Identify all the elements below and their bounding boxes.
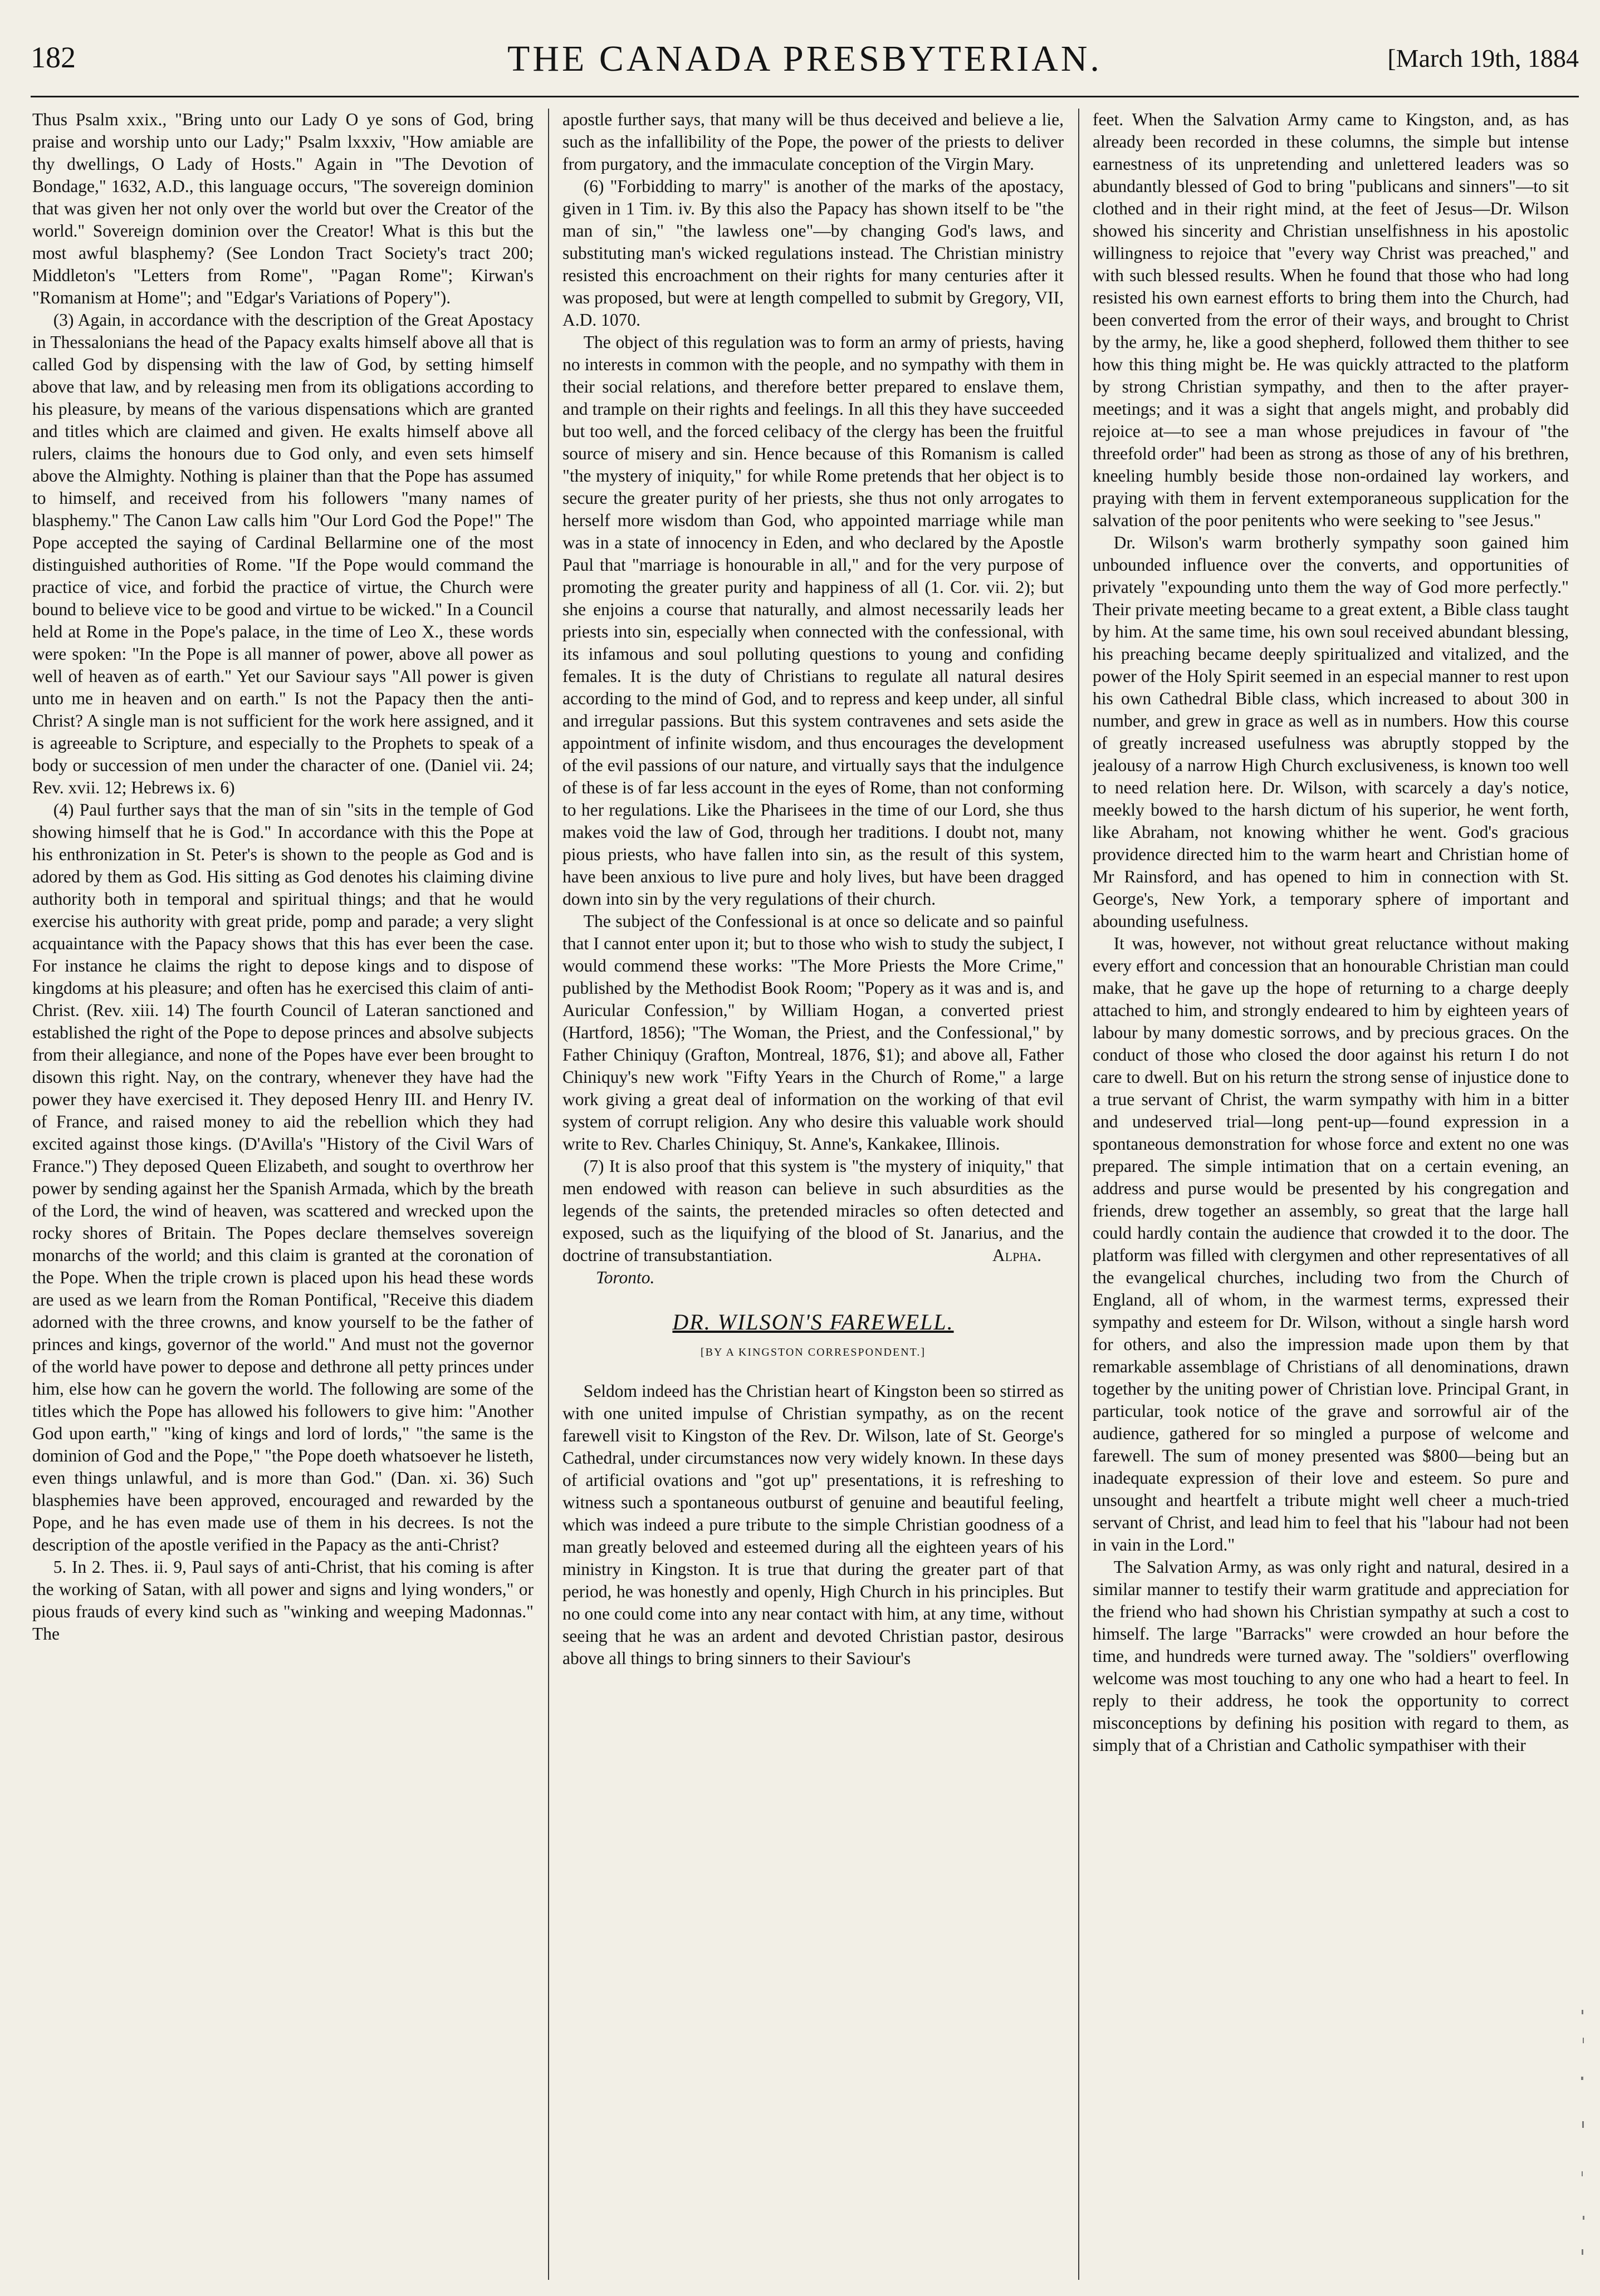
page-number: 182 — [31, 41, 76, 74]
paragraph: feet. When the Salvation Army came to Kingston, and, as has already been recorded in these columns, the simple but intense earnestness of its unpretending and unlettered leaders was so abundantly blessed of God to bring "publicans and sinners"—to sit clothed and in their right mind, at the feet of Jesus—Dr. Wilson showed his sincerity and Christian unselfishness in his apostolic willingness to rejoice that "every way Christ was preached," and with such blessed results. When he found that those who had long resisted his own earnest efforts to bring them into the Church, had been converted from the error of their ways, and brought to Christ by the army, he, like a good shepherd, followed them thither to see how this thing might be. He was quickly attracted to the platform by strong Christian sympathy, and then to the after prayer-meetings; and it was a sight that angels might, and probably did rejoice at—to see a man whose prejudices in favour of "the threefold order" had been as strong as those of any of his brethren, kneeling humbly beside those non-ordained lay workers, and praying with them in fervent extemporaneous supplication for the salvation of the poor penitents who were seeking to "see Jesus." — [1093, 110, 1569, 530]
column-rule — [548, 109, 549, 2280]
issue-date: [March 19th, 1884 — [1387, 44, 1579, 72]
newspaper-title: THE CANADA PRESBYTERIAN. — [507, 38, 1102, 79]
paragraph: It was, however, not without great reluctance without making every effort and concession that an honourable Christian man could make, that he gave up the hope of returning to a charge deeply attached to him, and strongly endeared to him by eighteen years of labour by many domestic sorrows, and by precious graces. On the conduct of those who closed the door against his return I do not care to dwell. But on his return the strong sense of injustice done to a true servant of Christ, the warm sympathy with him in a bitter and undeserved trial—long pent-up—found expression in a spontaneous demonstration for whose force and extent no one was prepared. The simple intimation that on a certain evening, an address and purse would be presented by his congregation and friends, drew together an assembly, so great that the large hall could hardly contain the audience that crowded it to the door. The platform was filled with clergymen and other representatives of all the evangelical churches, including two from the Church of England, all of whom, in the warmest terms, expressed their sympathy and esteem for Dr. Wilson, without a single harsh word for others, and also the impression made upon them by that remarkable assemblage of Christians of all denominations, drawn together by the uniting power of Christian love. Principal Grant, in particular, took notice of the grave and sorrowful air of the audience, gathered for so mingled a purpose of welcome and farewell. The sum of money presented was $800—being but an inadequate expression of their love and esteem. So pure and unsought and heartfelt a tribute might well cheer a much-tried servant of Christ, and lead him to feel that his "labour had not been in vain in the Lord." — [1093, 934, 1569, 1554]
column-2 — [562, 109, 1064, 2280]
paragraph: Dr. Wilson's warm brotherly sympathy soon gained him unbounded influence over the converts, and opportunities of privately "expounding unto them the way of God more perfectly." Their private meeting became to a great extent, a Bible class taught by him. At the same time, his own soul received abundant blessing, his preaching became deeply spiritualized and vitalized, and the power of the Holy Spirit seemed in an especial manner to rest upon his own Cathedral Bible class, which increased to about 300 in number, and grew in grace as well as in numbers. How this course of greatly increased usefulness was abruptly stopped by the jealousy of a narrow High Church exclusiveness, is known too well to need relation here. Dr. Wilson, with scarcely a day's notice, meekly bowed to the harsh dictum of his superior, he went forth, like Abraham, not knowing whither he went. God's gracious providence directed him to the warm heart and Christian home of Mr Rainsford, and has opened to him in connection with St. George's, New York, a temporary sphere of important and abounding usefulness. — [1093, 533, 1569, 931]
paragraph: (7) It is also proof that this system is "the mystery of iniquity," that men endowed with reason can believe in such absurdities as the legends of the saints, the pretended miracles so often detected and exposed, such as the liquifying of the blood of St. Janarius, and the doctrine of transubstantiation. — [562, 1156, 1064, 1265]
author-signature: Alpha. — [992, 1245, 1041, 1265]
paragraph: The Salvation Army, as was only right and natural, desired in a similar manner to testify their warm gratitude and appreciation for the friend who had shown his Christian sympathy at such a cost to himself. The large "Barracks" were crowded an hour before the time, and hundreds were turned away. The "soldiers" overflowing welcome was most touching to any one who had a heart to feel. In reply to their address, he took the opportunity to correct misconceptions by defining his position with regard to them, as simply that of a Christian and Catholic sympathiser with their — [1093, 1557, 1569, 1755]
page-header — [31, 35, 1579, 97]
column-1 — [32, 109, 534, 2280]
paragraph: The subject of the Confessional is at once so delicate and so painful that I cannot enter upon it; but to those who wish to study the subject, I would commend these works: "The More Priests the More Crime," published by the Methodist Book Room; "Popery as it was and is, and Auricular Confession," by William Hogan, a converted priest (Hartford, 1856); "The Woman, the Priest, and the Confessional," by Father Chiniquy (Grafton, Montreal, 1876, $1); and above all, Father Chiniquy's new work "Fifty Years in the Church of Rome," a large work giving a great deal of information on the working of that evil system of corrupt religion. Any who desire this valuable work should write to Rev. Charles Chiniquy, St. Anne's, Kankakee, Illinois. — [562, 911, 1064, 1154]
paragraph: Seldom indeed has the Christian heart of Kingston been so stirred as with one united impulse of Christian sympathy, as on the recent farewell visit to Kingston of the Rev. Dr. Wilson, late of St. George's Cathedral, under circumstances now very widely known. In these days of artificial ovations and "got up" presentations, it is refreshing to witness such a spontaneous outburst of genuine and beautiful feeling, which was indeed a pure tribute to the simple Christian goodness of a man greatly beloved and esteemed during all the eighteen years of his ministry in Kingston. It is true that during the greater part of that period, he was honestly and openly, High Church in his principles. But no one could come into any near contact with him, at any time, without seeing that he was an ardent and devoted Christian pastor, desirous above all things to bring sinners to their Saviour's — [562, 1381, 1064, 1668]
paragraph: (4) Paul further says that the man of sin "sits in the temple of God showing himself that he is God." In accordance with this the Pope at his enthronization in St. Peter's is shown to the people as God and is adored by them as God. His sitting as God denotes his claiming divine authority both in temporal and spiritual things; and that he would exercise his authority with great pride, pomp and parade; a very slight acquaintance with the Papacy shows that this has ever been the case. For instance he claims the right to depose kings and to dispose of kingdoms at his pleasure; and often has he exercised this claim of anti-Christ. (Rev. xiii. 14) The fourth Council of Lateran sanctioned and established the right of the Pope to depose princes and absolve subjects from their allegiance, and none of the Popes have ever been brought to disown this right. Nay, on the contrary, whenever they have had the power they have exercised it. They deposed Henry III. and Henry IV. of France, and raised money to aid the rebellion which they had excited against those kings. (D'Avilla's "History of the Civil Wars of France.") They deposed Queen Elizabeth, and sought to overthrow her power by sending against her the Spanish Armada, which by the breath of the Lord, the wind of heaven, was scattered and wrecked upon the rocky shores of Britain. The Popes declare themselves sovereign monarchs of the world; and this claim is granted at the coronation of the Pope. When the triple crown is placed upon his head these words are used as we learn from the Roman Pontifical, "Receive this diadem adorned with the three crowns, and know yourself to be the father of princes and kings, governor of the world." And must not the governor of the world have power to depose and dethrone all petty princes under him, else how can he govern the world. The following are some of the titles which the Pope has allowed his followers to give him: "Another God upon earth," "king of kings and lord of lords," "the same is the dominion of God and the Pope," "the Pope doeth whatsoever he listeth, even things unlawful, and is more than God." (Dan. xi. 36) Such blasphemies have been approved, encouraged and rewarded by the Pope, and he has even made use of them in his decrees. Is not the description of the apostle verified in the Papacy as the anti-Christ? — [32, 800, 534, 1554]
article-byline: [BY A KINGSTON CORRESPONDENT.] — [700, 1346, 926, 1358]
paragraph: 5. In 2. Thes. ii. 9, Paul says of anti-Christ, that his coming is after the working of Satan, with all power and signs and lying wonders," or pious frauds of every kind such as "winking and weeping Madonnas." The — [32, 1557, 534, 1643]
paragraph: Thus Psalm xxix., "Bring unto our Lady O ye sons of God, bring praise and worship unto our Lady;" Psalm lxxxiv, "How amiable are thy dwellings, O Lady of Hosts." Again in "The Devotion of Bondage," 1632, A.D., this language occurs, "The sovereign dominion that was given her not only over the world but over the Creator of the world." Sovereign dominion over the Creator! What is this but the most awful blasphemy? (See London Tract Society's tract 200; Middleton's "Letters from Rome", "Pagan Rome"; Kirwan's "Romanism at Home"; and "Edgar's Variations of Popery"). — [32, 110, 534, 307]
place-line: Toronto. — [596, 1268, 655, 1287]
scan-edge-marks — [1579, 2004, 1587, 2272]
article-title: DR. WILSON'S FAREWELL. — [672, 1309, 954, 1335]
paragraph: apostle further says, that many will be thus deceived and believe a lie, such as the infallibility of the Pope, the power of the priests to deliver from purgatory, and the immaculate conception of the Virgin Mary. — [562, 110, 1064, 174]
column-rule — [1078, 109, 1079, 2280]
paragraph: The object of this regulation was to form an army of priests, having no interests in common with the people, and no sympathy with them in their social relations, and therefore better prepared to enslave them, and trample on their rights and feelings. In all this they have succeeded but too well, and the forced celibacy of the clergy has been the fruitful source of misery and sin. Hence because of this Romanism is called "the mystery of iniquity," for while Rome pretends that her object is to secure the greater purity of her priests, she thus not only arrogates to herself more wisdom than God, who appointed marriage while man was in a state of innocency in Eden, and who declared by the Apostle Paul that "marriage is honourable in all," and for the very purpose of promoting the greater purity and happiness of all (1. Cor. vii. 2); but she enjoins a course that naturally, and almost necessarily leads her priests into sin, especially when connected with the confessional, with its infamous and soul polluting questions to young and confiding females. It is the duty of Christians to regulate all natural desires according to the mind of God, and to repress and keep under, all sinful and irregular passions. But this system contravenes and sets aside the appointment of infinite wisdom, and thus encourages the development of the evil passions of our nature, and virtually says that the indulgence of these is of far less account in the eyes of Rome, than not conforming to her regulations. Like the Pharisees in the time of our Lord, she thus makes void the law of God, through her traditions. I doubt not, many pious priests, who have fallen into sin, as the result of this system, have been anxious to live pure and holy lives, but have been dragged down into sin by the very regulations of their church. — [562, 332, 1064, 909]
column-3 — [1093, 109, 1569, 2280]
paragraph: (6) "Forbidding to marry" is another of the marks of the apostacy, given in 1 Tim. iv. By this also the Papacy has shown itself to be "the man of sin," "the lawless one"—by changing God's laws, and substituting man's wicked regulations instead. The Christian ministry resisted this encroachment on their rights for many centuries after it was proposed, but were at length compelled to submit by Gregory, VII, A.D. 1070. — [562, 176, 1064, 330]
paragraph: (3) Again, in accordance with the description of the Great Apostacy in Thessalonians the head of the Papacy exalts himself above all that is called God by dispensing with the law of God, by setting himself above that law, and by releasing men from its obligations according to his pleasure, by means of the various dispensations which are granted and titles which are claimed and given. He exalts himself above all rulers, claims the honours due to God only, and even sets himself above the Almighty. Nothing is plainer than that the Pope has assumed to himself, and received from his followers "many names of blasphemy." The Canon Law calls him "Our Lord God the Pope!" The Pope accepted the saying of Cardinal Bellarmine one of the most distinguished authorities of Rome. "If the Pope would command the practice of vice, and forbid the practice of virtue, the Church were bound to believe vice to be good and virtue to be wicked." In a Council held at Rome in the Pope's palace, in the time of Leo X., these words were spoken: "In the Pope is all manner of power, above all power as well of heaven as of earth." Yet our Saviour says "All power is given unto me in heaven and on earth." Is not the Papacy then the anti-Christ? A single man is not sufficient for the work here assigned, and it is agreeable to Scripture, and especially to the Prophets to speak of a body or succession of men under the character of one. (Daniel vii. 24; Rev. xvii. 12; Hebrews ix. 6) — [32, 310, 534, 797]
